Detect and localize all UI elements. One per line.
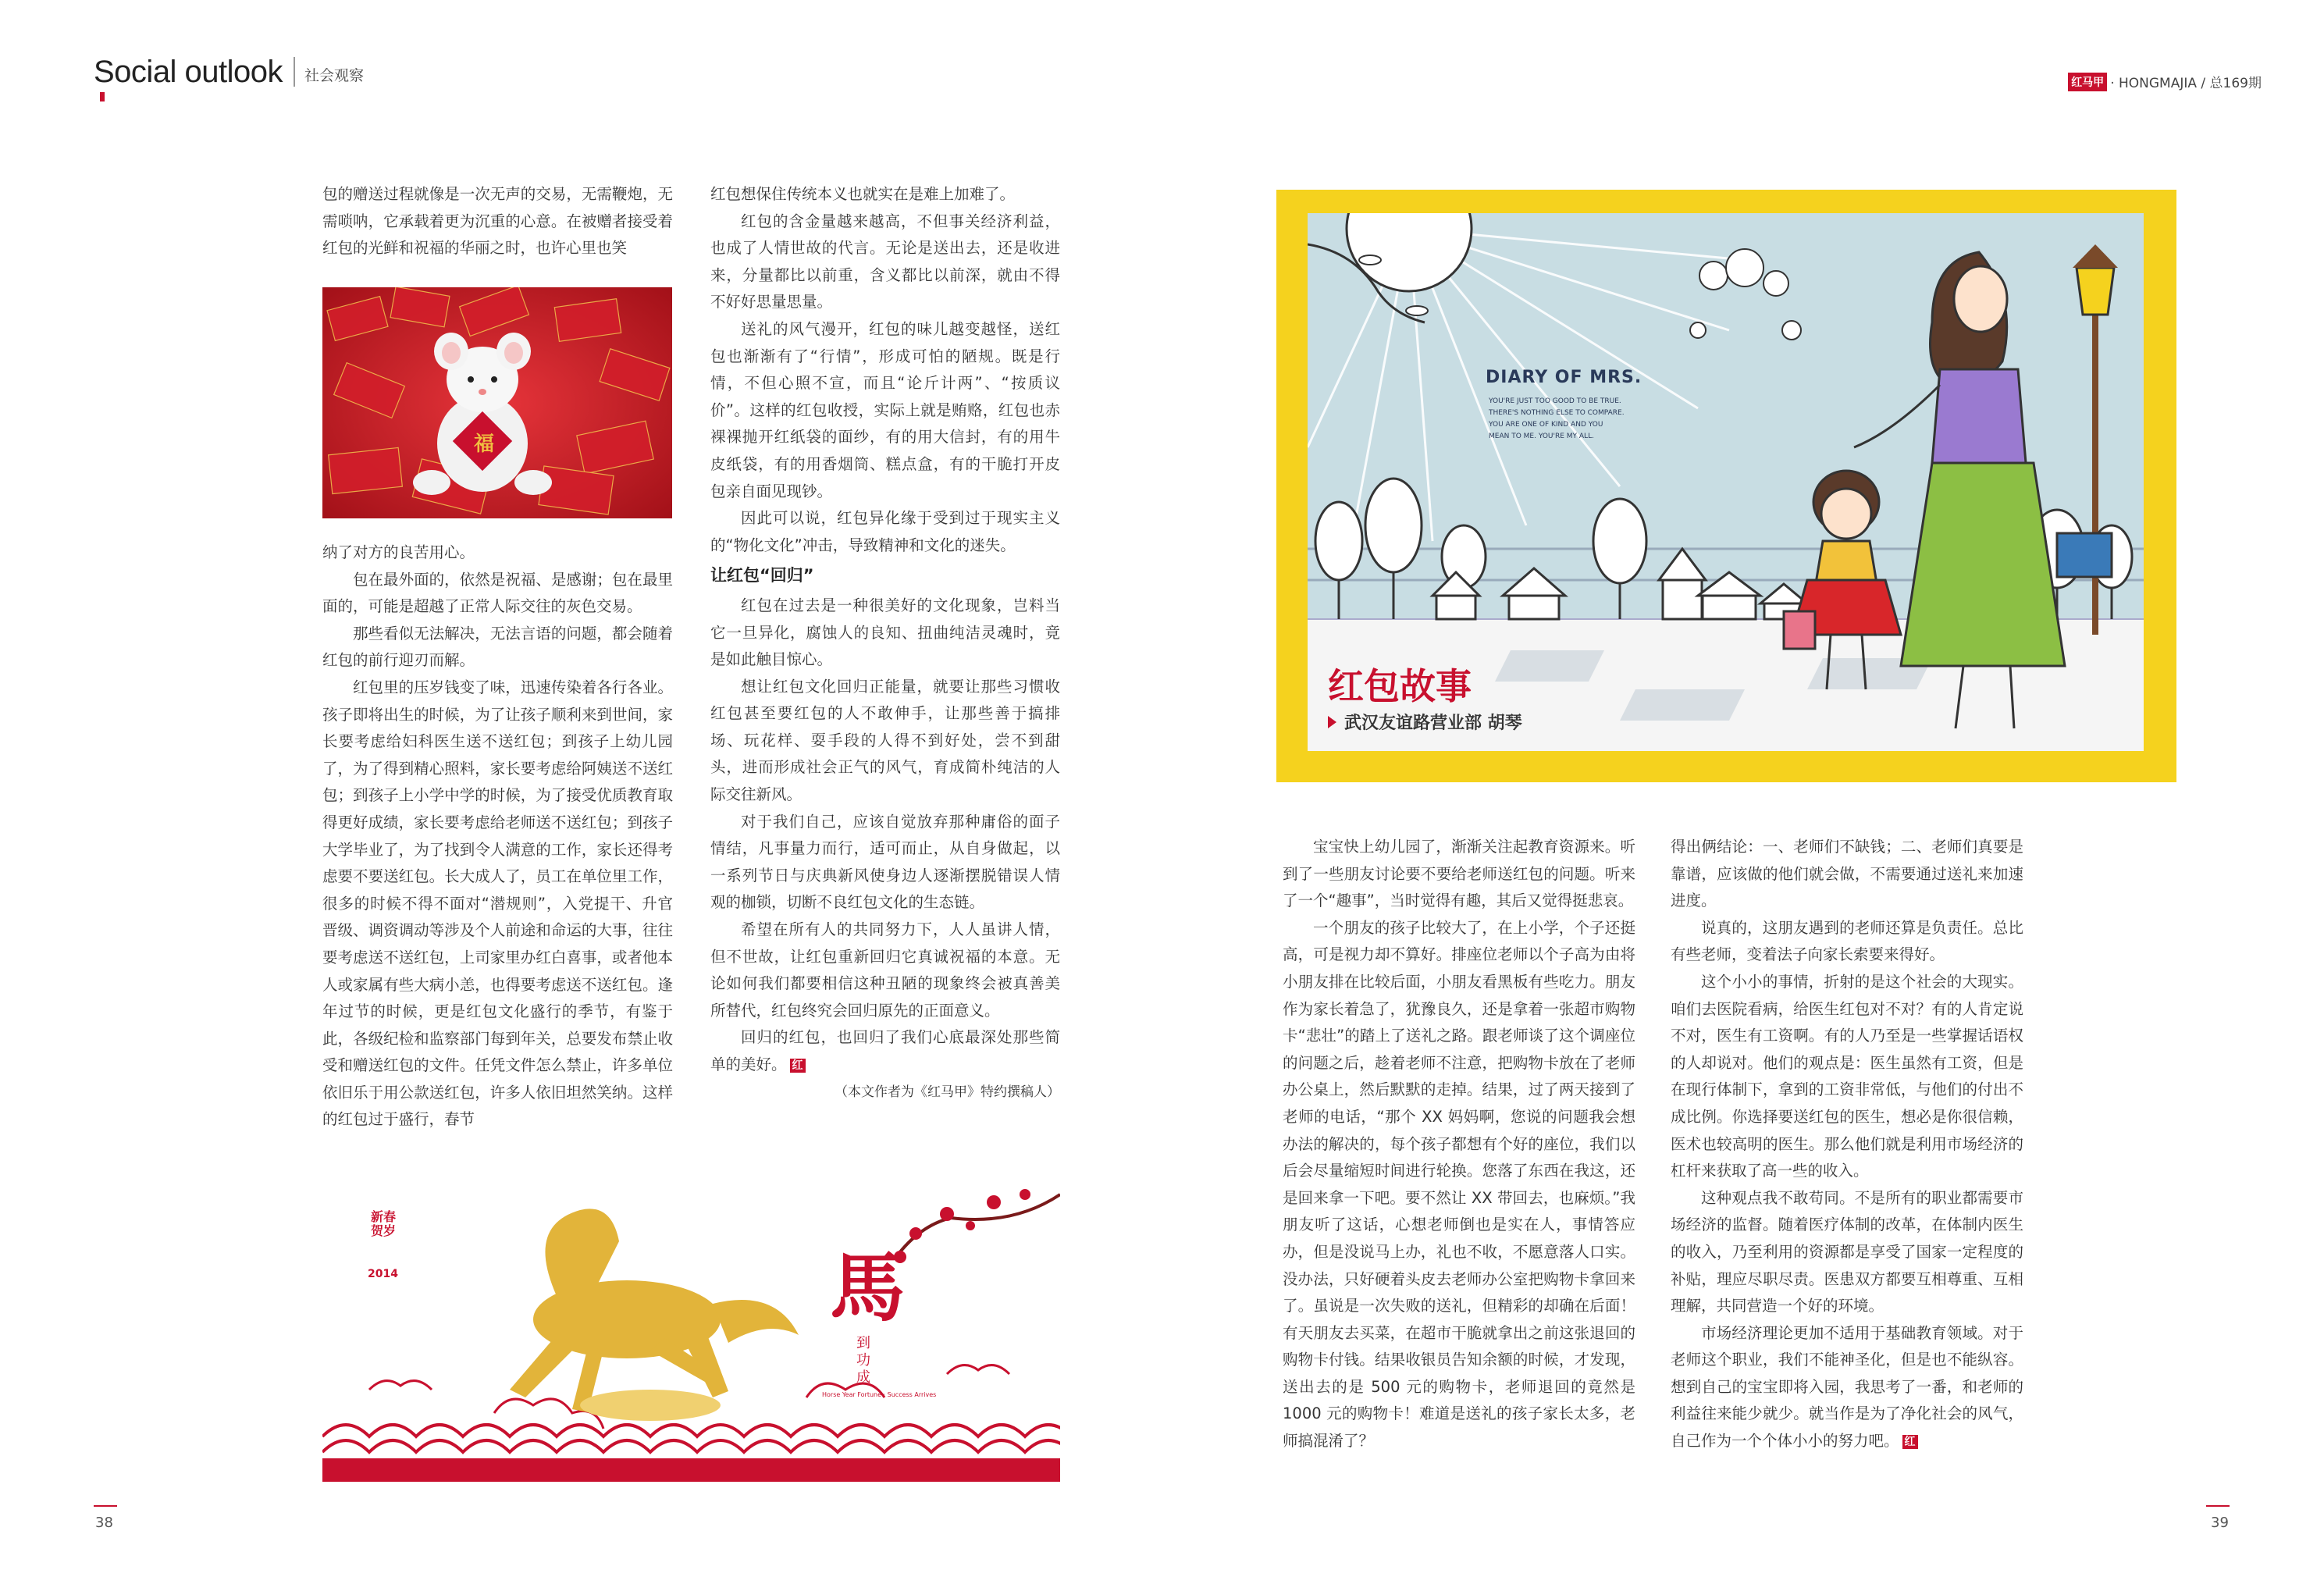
horse-caption: Horse Year Fortune · Success Arrives	[822, 1391, 937, 1398]
author-byline: （本文作者为《红马甲》特约撰稿人）	[835, 1084, 1060, 1100]
header-accent-mark	[100, 92, 105, 101]
end-mark: 红	[1902, 1435, 1918, 1449]
left-column-2	[710, 181, 1060, 1105]
paragraph-text: 市场经济理论更加不适用于基础教育领域。对于老师这个职业，我们不能神圣化，但是也不能纵容。想到自己的宝宝即将入园，我思考了一番，和老师的利益往来能少就少。就当作是为了净化社会的风气，自己作为一个个体小小的努力吧。	[1671, 1323, 2023, 1451]
diary-line: YOU'RE JUST TOO GOOD TO BE TRUE.	[1489, 397, 1621, 405]
left-column-1-bottom	[322, 539, 673, 1134]
section-heading: 让红包“回归”	[710, 566, 814, 586]
story-illustration	[1308, 213, 2144, 751]
story-title: 红包故事	[1328, 665, 1472, 707]
diary-line: YOU ARE ONE OF KIND AND YOU	[1489, 421, 1603, 429]
magazine-issue: · HONGMAJIA / 总169期	[2110, 76, 2262, 91]
triangle-bullet-icon	[1328, 716, 1336, 728]
horse-illustration-svg	[322, 1179, 1060, 1482]
mouse-photo-svg	[322, 287, 672, 518]
paragraph: 这个小小的事情，折射的是这个社会的大现实。咱们去医院看病，给医生红包对不对？有的人肯定说不对，医生有工资啊。有的人乃至是一些掌握话语权的人却说对。他们的观点是：医生虽然有工资，但是在现行体制下，拿到的工资非常低，与他们的付出不成比例。你选择要送红包的医生，想必是你很信赖，医术也较高明的医生。那么他们就是利用市场经济的杠杆来获取了高一些的收入。	[1671, 972, 2023, 1180]
horse-year-illustration	[322, 1179, 1060, 1482]
paragraph: 送礼的风气漫开，红包的味儿越变越怪，送红包也渐渐有了“行情”，形成可怕的陋规。既是行情，不但心照不宣，而且“论斤计两”、“按质议价”。这样的红包收授，实际上就是贿赂，红包也赤裸裸抛开红纸袋的面纱，有的用大信封，有的用牛皮纸袋，有的用香烟筒、糕点盒，有的干脆打开皮包亲自面见现钞。	[710, 319, 1060, 500]
story-feature-box	[1276, 190, 2176, 782]
diary-lines	[1489, 396, 1625, 443]
diary-line: MEAN TO ME. YOU'RE MY ALL.	[1489, 433, 1594, 440]
right-column-1	[1283, 834, 1635, 1455]
mouse-red-envelope-photo	[322, 287, 672, 518]
footer-rule-right	[2206, 1505, 2230, 1507]
year-label: 2014	[368, 1268, 398, 1280]
paragraph: 想让红包文化回归正能量，就要让那些习惯收红包甚至要红包的人不敢伸手，让那些善于搞排场、玩花样、耍手段的人得不到好处，尝不到甜头，进而形成社会正气的风气，育成简朴纯洁的人际交往新风。	[710, 677, 1060, 804]
magazine-header	[2068, 72, 2262, 91]
paragraph: 一个朋友的孩子比较大了，在上小学，个子还挺高，可是视力却不算好。排座位老师以个子高为由将小朋友排在比较后面，小朋友看黑板有些吃力。朋友作为家长着急了，犹豫良久，还是拿着一张超市购物卡“悲壮”的踏上了送礼之路。跟老师谈了这个调座位的问题之后，趁着老师不注意，把购物卡放在了老师办公桌上，然后默默的走掉。结果，过了两天接到了老师的电话，“那个 XX 妈妈啊，您说的问题我会想办法的解决的，每个孩子都想有个好的座位，我们以后会尽量缩短时间进行轮换。您落了东西在我这，还是回来拿一下吧。要不然让 XX 带回去，也麻烦。”我朋友听了这话，心想老师倒也是实在人，事情答应办，但是没说马上办，礼也不收，不愿意落人口实。没办法，只好硬着头皮去老师办公室把购物卡拿回来了。虽说是一次失败的送礼，但精彩的却确在后面！有天朋友去买菜，在超市干脆就拿出之前这张退回的购物卡付钱。结果收银员告知余额的时候，才发现，送出去的是 500 元的购物卡，老师退回的竟然是 1000 元的购物卡！难道是送礼的孩子家长太多，老师搞混淆了？	[1283, 918, 1635, 1451]
diary-title: DIARY OF MRS.	[1486, 368, 1642, 387]
paragraph: 红包的含金量越来越高，不但事关经济利益，也成了人情世故的代言。无论是送出去，还是收进来，分量都比以前重，含义都比以前深，就由不得不好好思量思量。	[710, 212, 1060, 311]
paragraph: 因此可以说，红包异化缘于受到过于现实主义的“物化文化”冲击，导致精神和文化的迷失。	[710, 509, 1060, 554]
story-author	[1328, 710, 1522, 734]
magazine-logo: 红马甲	[2068, 73, 2107, 91]
end-mark: 红	[790, 1059, 806, 1073]
paragraph: 红包想保住传统本义也就实在是难上加难了。	[710, 185, 1016, 203]
right-column-2	[1671, 834, 2023, 1455]
paragraph: 那些看似无法解决，无法言语的问题，都会随着红包的前行迎刃而解。	[322, 624, 673, 670]
paragraph: 红包里的压岁钱变了味，迅速传染着各行各业。孩子即将出生的时候，为了让孩子顺利来到世间，家长要考虑给妇科医生送不送红包；到孩子上幼儿园了，为了得到精心照料，家长要考虑给阿姨送不送红包；到孩子上小学中学的时候，为了接受优质教育取得更好成绩，家长要考虑给老师送不送红包；到孩子大学毕业了，为了找到令人满意的工作，家长还得考虑要不要送红包。长大成人了，员工在单位里工作，很多的时候不得不面对“潜规则”，入党提干、升官晋级、调资调动等涉及个人前途和命运的大事，往往要考虑送不送红包，上司家里办红白喜事，或者他本人或家属有些大病小恙，也得要考虑送不送红包。逢年过节的时候，更是红包文化盛行的季节，有鉴于此，各级纪检和监察部门每到年关，总要发布禁止收受和赠送红包的文件。任凭文件怎么禁止，许多单位依旧乐于用公款送红包，许多人依旧坦然笑纳。这样的红包过于盛行，春节	[322, 678, 673, 1129]
success-text: 到功成	[856, 1335, 870, 1386]
paragraph-last	[1671, 1320, 2023, 1455]
paragraph: 希望在所有人的共同努力下，人人虽讲人情，但不世故，让红包重新回归它真诚祝福的本意。无论如何我们都要相信这种丑陋的现象终会被真善美所替代，红包终究会回归原先的正面意义。	[710, 920, 1060, 1020]
paragraph: 红包在过去是一种很美好的文化现象，岂料当它一旦异化，腐蚀人的良知、扭曲纯洁灵魂时，竟是如此触目惊心。	[710, 596, 1060, 669]
header-divider	[294, 57, 295, 87]
paragraph-text: 回归的红包，也回归了我们心底最深处那些简单的美好。	[710, 1028, 1060, 1073]
new-year-greeting: 新春贺岁	[371, 1209, 397, 1238]
paragraph: 包的赠送过程就像是一次无声的交易，无需鞭炮，无需唢呐，它承载着更为沉重的心意。在被赠者接受着红包的光鲜和祝福的华丽之时，也许心里也笑	[322, 185, 673, 258]
author-name: 武汉友谊路营业部 胡琴	[1344, 714, 1522, 733]
section-header	[94, 55, 364, 90]
fortune-tag-char: 福	[474, 433, 495, 456]
paragraph-last	[710, 1024, 1060, 1078]
paragraph: 对于我们自己，应该自觉放弃那种庸俗的面子情结，凡事量力而行，适可而止，从自身做起，以一系列节日与庆典新风使身边人逐渐摆脱错误人情观的枷锁，切断不良红包文化的生态链。	[710, 812, 1060, 912]
paragraph: 说真的，这朋友遇到的老师还算是负责任。总比有些老师，变着法子向家长索要来得好。	[1671, 918, 2023, 964]
section-subtitle: 社会观察	[304, 67, 365, 84]
diary-line: THERE'S NOTHING ELSE TO COMPARE.	[1489, 409, 1625, 417]
section-title: Social outlook	[94, 55, 283, 89]
left-column-1-top	[322, 181, 673, 262]
footer-rule-left	[94, 1505, 117, 1507]
paragraph: 纳了对方的良苦用心。	[322, 543, 475, 561]
page-number-left: 38	[95, 1515, 113, 1531]
paragraph: 这种观点我不敢苟同。不是所有的职业都需要市场经济的监督。随着医疗体制的改革，在体制内医生的收入，乃至利用的资源都是享受了国家一定程度的补贴，理应尽职尽责。医患双方都要互相尊重、互相理解，共同营造一个好的环境。	[1671, 1188, 2023, 1315]
horse-calligraphy: 馬	[830, 1244, 905, 1332]
paragraph: 宝宝快上幼儿园了，渐渐关注起教育资源来。听到了一些朋友讨论要不要给老师送红包的问题。听来了一个“趣事”，当时觉得有趣，其后又觉得挺悲哀。	[1283, 838, 1635, 910]
page-number-right: 39	[2211, 1515, 2229, 1531]
paragraph: 得出俩结论：一、老师们不缺钱；二、老师们真要是靠谱，应该做的他们就会做，不需要通过送礼来加速进度。	[1671, 838, 2023, 910]
paragraph: 包在最外面的，依然是祝福、是感谢；包在最里面的，可能是超越了正常人际交往的灰色交易。	[322, 570, 673, 616]
